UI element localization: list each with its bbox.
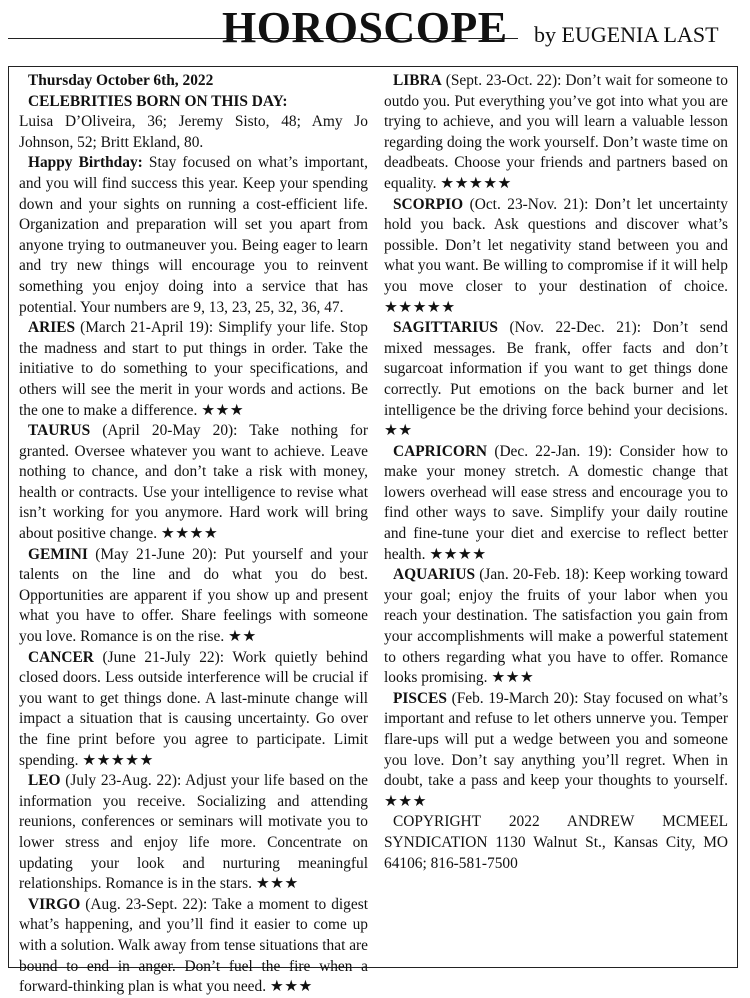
sign-dates: (April 20-May 20): [102,422,238,440]
celebrities-heading: CELEBRITIES BORN ON THIS DAY: [28,92,288,110]
sign-name: AQUARIUS [393,566,476,584]
sign-text: Keep working toward your goal; enjoy the fruits of your labor when you reach your destination. The satisfaction you gain from your accomplishments will make a powerful statement to others regarding what you have to offer. Romance looks promising. [384,566,728,687]
sign-text: Take nothing for granted. Oversee whatever you want to achieve. Leave nothing to chance, and don’t take a risk with money, health or contracts. Use your intelligence to revise what isn’t working for you anymore. Hard work will bring about positive change. [19,422,368,543]
sign-entry-capricorn [384,442,728,566]
sign-dates: (May 21-June 20): [95,545,217,563]
birthday-paragraph [19,153,368,318]
sign-text: Take a moment to digest what’s happening, and you’ll find it easier to come up with a solution. Walk away from tense situations that are bound to end in anger. Don’t fuel the fire when a forward-thinking plan is what you need. [19,895,368,996]
sign-text: Don’t let uncertainty hold you back. Ask questions and discover what’s possible. Don’t let negativity stand between you and what you want. Be willing to compromise if it will help you move closer to your destination of choice. [384,195,728,295]
sign-text: Don’t wait for someone to outdo you. Put everything you’ve got into what you are trying to achieve, and you will learn a valuable lesson regarding doing the work yourself. Don’t waste time on deadbeats. Choose your friends and partners based on equality. [384,72,728,192]
birthday-heading: Happy Birthday: [28,154,143,172]
sign-entry-sagittarius [384,318,728,442]
sign-dates: (Dec. 22-Jan. 19): [494,442,613,460]
sign-dates: (July 23-Aug. 22): [65,772,182,790]
sign-name: SAGITTARIUS [393,319,498,337]
sign-entry-taurus [19,421,368,545]
sign-entry-aries [19,318,368,421]
sign-name: VIRGO [28,895,81,913]
sign-text: Work quietly behind closed doors. Less outside interference will be crucial if you want to get things done. A last-minute change will impact a situation that is causing uncertainty. Go over the fine print before you agree to participate. Limit spending. [19,648,369,769]
sign-dates: (March 21-April 19): [80,319,214,337]
sign-dates: (Feb. 19-March 20): [451,689,579,707]
star-rating: ★★★★★ [440,174,512,192]
celebrities-list: Luisa D’Oliveira, 36; Jeremy Sisto, 48; Amy Jo Johnson, 52; Britt Ekland, 80. [19,113,368,151]
sign-text: Stay focused on what’s important and refuse to let others unnerve you. Temper flare-ups will put a wedge between you and someone you love. Don’t say anything you’ll regret. When in doubt, take a pass and keep your thoughts to yourself. [384,689,728,790]
byline: by EUGENIA LAST [534,22,719,47]
star-rating: ★★★★★ [384,298,456,316]
star-rating: ★★★★ [429,545,487,563]
celebrities-heading-line [19,92,368,113]
sign-dates: (Aug. 23-Sept. 22): [85,895,208,913]
sign-name: PISCES [393,689,447,707]
star-rating: ★★★ [255,875,299,893]
sign-text: Don’t send mixed messages. Be frank, offer facts and don’t sugarcoat information if you want to get things done correctly. Put emotions on the back burner and let intelligence be the driving force behind your decisions. [384,319,728,419]
star-rating: ★★★★★ [82,751,154,769]
sign-entry-libra [384,71,728,195]
star-rating: ★★★ [269,978,313,996]
sign-name: CAPRICORN [393,442,488,460]
sign-name: TAURUS [28,422,91,440]
sign-name: LIBRA [393,72,442,89]
star-rating: ★★ [228,628,257,646]
horoscope-box [8,66,738,996]
sign-name: LEO [28,772,61,790]
sign-text: Consider how to make your money stretch. A domestic change that lowers overhead will ease stress and encourage you to find other ways to save. Simplify your daily routine and fine-tune your diet and exercise to reflect better health. [384,442,728,563]
date: Thursday October 6th, 2022 [28,72,214,89]
sign-name: GEMINI [28,545,88,563]
sign-name: ARIES [28,319,76,337]
sign-name: SCORPIO [393,195,464,213]
sign-name: CANCER [28,648,94,666]
date-line [19,71,368,92]
sign-dates: (Sept. 23-Oct. 22): [445,72,562,89]
sign-entry-cancer [19,648,368,772]
star-rating: ★★ [384,422,413,440]
sign-dates: (Jan. 20-Feb. 18): [479,566,590,584]
right-column [384,71,728,874]
sign-text: Put yourself and your talents on the line and do what you do best. Opportunities are apparent if you show up and present what you have to offer. Share feelings with someone you love. Romance is on the rise. [19,545,368,646]
sign-entry-scorpio [384,195,728,319]
page-title: HOROSCOPE [222,3,508,52]
left-column [19,71,368,998]
star-rating: ★★★ [491,669,535,687]
copyright-notice: COPYRIGHT 2022 ANDREW MCMEEL SYNDICATION 1130 Walnut St., Kansas City, MO 64106; 816-581-7500 [384,813,728,872]
star-rating: ★★★ [201,401,245,419]
sign-dates: (Nov. 22-Dec. 21): [509,319,642,337]
star-rating: ★★★★ [160,525,219,543]
birthday-text: Stay focused on what’s important, and you will find success this year. Keep your spending down and your sights on running a cost-efficient life. Organization and preparation will set you apart from anyone trying to outmaneuver you. Being eager to learn and try new things will encourage you to reinvent something you enjoy doing into a service that has potential. Your numbers are 9, 13, 23, 25, 32, 36, 47. [19,154,368,316]
sign-entry-gemini [19,545,368,648]
sign-entry-leo [19,771,368,895]
masthead [0,0,750,56]
star-rating: ★★★ [384,792,427,810]
sign-text: Adjust your life based on the information you receive. Socializing and attending reunions, conferences or seminars will motivate you to lower stress and enjoy life more. Concentrate on updating your look and nurturing meaningful relationships. Romance is in the stars. [19,772,368,893]
sign-dates: (June 21-July 22): [102,648,224,666]
sign-entry-aquarius [384,565,728,689]
sign-entry-pisces [384,689,728,813]
sign-dates: (Oct. 23-Nov. 21): [469,195,589,213]
sign-text: Simplify your life. Stop the madness and start to put things in order. Take the initiative to do something to your specifications, and others will see the merit in your words and actions. Be the one to make a difference. [19,319,368,419]
sign-entry-virgo [19,895,368,998]
